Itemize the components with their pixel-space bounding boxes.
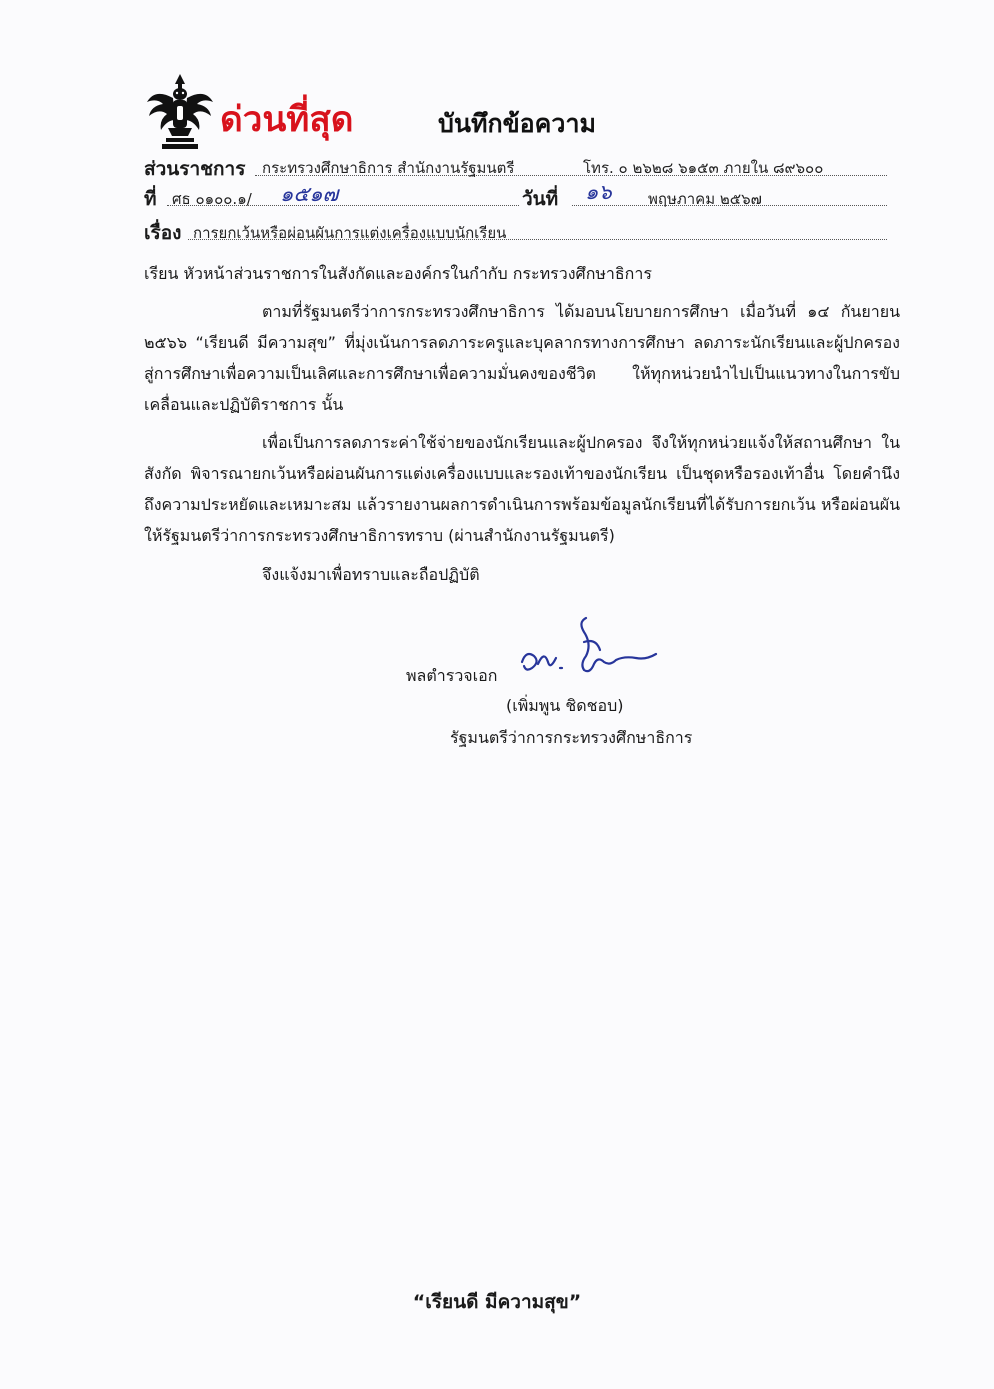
number-row: [144, 184, 157, 214]
number-value: ศธ ๐๑๐๐.๑/: [172, 190, 252, 208]
urgency-stamp: ด่วนที่สุด: [220, 100, 354, 140]
salutation: เรียน หัวหน้าส่วนราชการในสังกัดและองค์กรในกำกับ กระทรวงศึกษาธิการ: [144, 264, 652, 283]
subject-value: การยกเว้นหรือผ่อนผันการแต่งเครื่องแบบนักเรียน: [193, 224, 507, 242]
agency-value: กระทรวงศึกษาธิการ สำนักงานรัฐมนตรี: [262, 159, 515, 177]
date-day-handwritten: ๑๖: [585, 180, 612, 204]
subject-label: เรื่อง: [144, 222, 182, 244]
signer-position: รัฐมนตรีว่าการกระทรวงศึกษาธิการ: [450, 728, 693, 747]
subject-row: [144, 218, 181, 248]
memo-title: บันทึกข้อความ: [438, 109, 596, 138]
footer-slogan: “เรียนดี มีความสุข”: [412, 1291, 582, 1313]
agency-row: [144, 154, 245, 184]
paragraph-2: เพื่อเป็นการลดภาระค่าใช้จ่ายของนักเรียนและผู้ปกครอง จึงให้ทุกหน่วยแจ้งให้สถานศึกษา ในสังกัด พิจารณายกเว้นหรือผ่อนผันการแต่งเครื่องแบบและรองเท้าของนักเรียน เป็นชุดหรือรองเท้าอื่น โดยคำนึงถึงความประหยัดและเหมาะสม แล้วรายงานผลการดำเนินการพร้อมข้อมูลนักเรียนที่ได้รับการยกเว้น หรือผ่อนผัน ให้รัฐมนตรีว่าการกระทรวงศึกษาธิการทราบ (ผ่านสำนักงานรัฐมนตรี): [144, 433, 900, 545]
date-row: [522, 184, 558, 214]
date-value: พฤษภาคม ๒๕๖๗: [648, 190, 762, 208]
signer-rank: พลตำรวจเอก: [406, 666, 498, 685]
phone-value: โทร. ๐ ๒๖๒๘ ๖๑๕๓ ภายใน ๘๙๖๐๐: [583, 159, 824, 177]
handwritten-signature: [516, 612, 666, 690]
paragraph-1: ตามที่รัฐมนตรีว่าการกระทรวงศึกษาธิการ ได้มอบนโยบายการศึกษา เมื่อวันที่ ๑๔ กันยายน ๒๕๖๖ “เรียนดี มีความสุข” ที่มุ่งเน้นการลดภาระครูและบุคลากรทางการศึกษา ลดภาระนักเรียนและผู้ปกครอง สู่การศึกษาเพื่อความเป็นเลิศและการศึกษาเพื่อความมั่นคงของชีวิต ให้ทุกหน่วยนำไปเป็นแนวทางในการขับเคลื่อนและปฏิบัติราชการ นั้น: [144, 302, 900, 414]
signer-name: (เพิ่มพูน ชิดชอบ): [506, 696, 624, 715]
garuda-emblem-icon: [146, 72, 214, 150]
number-handwritten: ๑๕๑๗: [280, 182, 339, 206]
closing-line: จึงแจ้งมาเพื่อทราบและถือปฏิบัติ: [262, 565, 480, 584]
agency-label: ส่วนราชการ: [144, 158, 246, 180]
number-label: ที่: [144, 188, 157, 210]
date-label: วันที่: [522, 188, 559, 210]
